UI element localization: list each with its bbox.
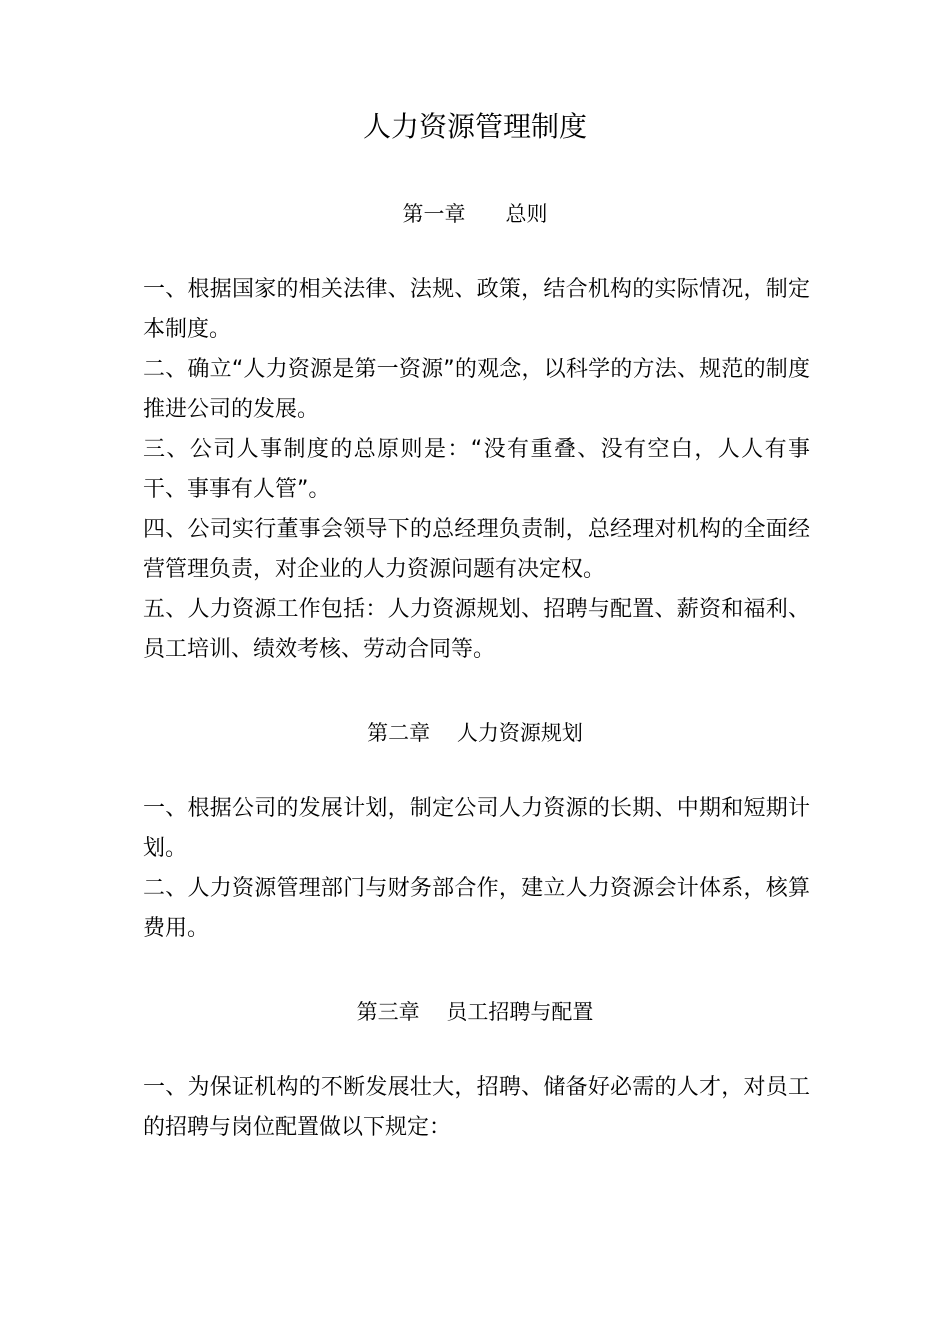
chapter-2-heading: 第二章 人力资源规划 [367, 721, 583, 745]
chapter-1-paragraph-5: 五、人力资源工作包括：人力资源规划、招聘与配置、薪资和福利、员工培训、绩效考核、劳动合同等。 [143, 597, 810, 662]
chapter-1-paragraph-3: 三、公司人事制度的总原则是：“没有重叠、没有空白，人人有事干、事事有人管”。 [143, 437, 810, 502]
chapter-2-paragraph-1: 一、根据公司的发展计划，制定公司人力资源的长期、中期和短期计划。 [143, 796, 810, 861]
document-title: 人力资源管理制度 [362, 110, 587, 143]
chapter-1-paragraph-1: 一、根据国家的相关法律、法规、政策，结合机构的实际情况，制定本制度。 [143, 277, 810, 342]
chapter-1-paragraph-2: 二、确立“人力资源是第一资源”的观念，以科学的方法、规范的制度推进公司的发展。 [143, 357, 810, 422]
chapter-3-paragraph-1: 一、为保证机构的不断发展壮大，招聘、储备好必需的人才，对员工的招聘与岗位配置做以下规定： [143, 1075, 810, 1140]
chapter-3-heading: 第三章 员工招聘与配置 [356, 1000, 594, 1024]
chapter-1-heading: 第一章 总则 [402, 202, 548, 226]
chapter-1-paragraph-4: 四、公司实行董事会领导下的总经理负责制，总经理对机构的全面经营管理负责，对企业的人力资源问题有决定权。 [143, 517, 810, 582]
chapter-2-paragraph-2: 二、人力资源管理部门与财务部合作，建立人力资源会计体系，核算费用。 [143, 876, 810, 941]
